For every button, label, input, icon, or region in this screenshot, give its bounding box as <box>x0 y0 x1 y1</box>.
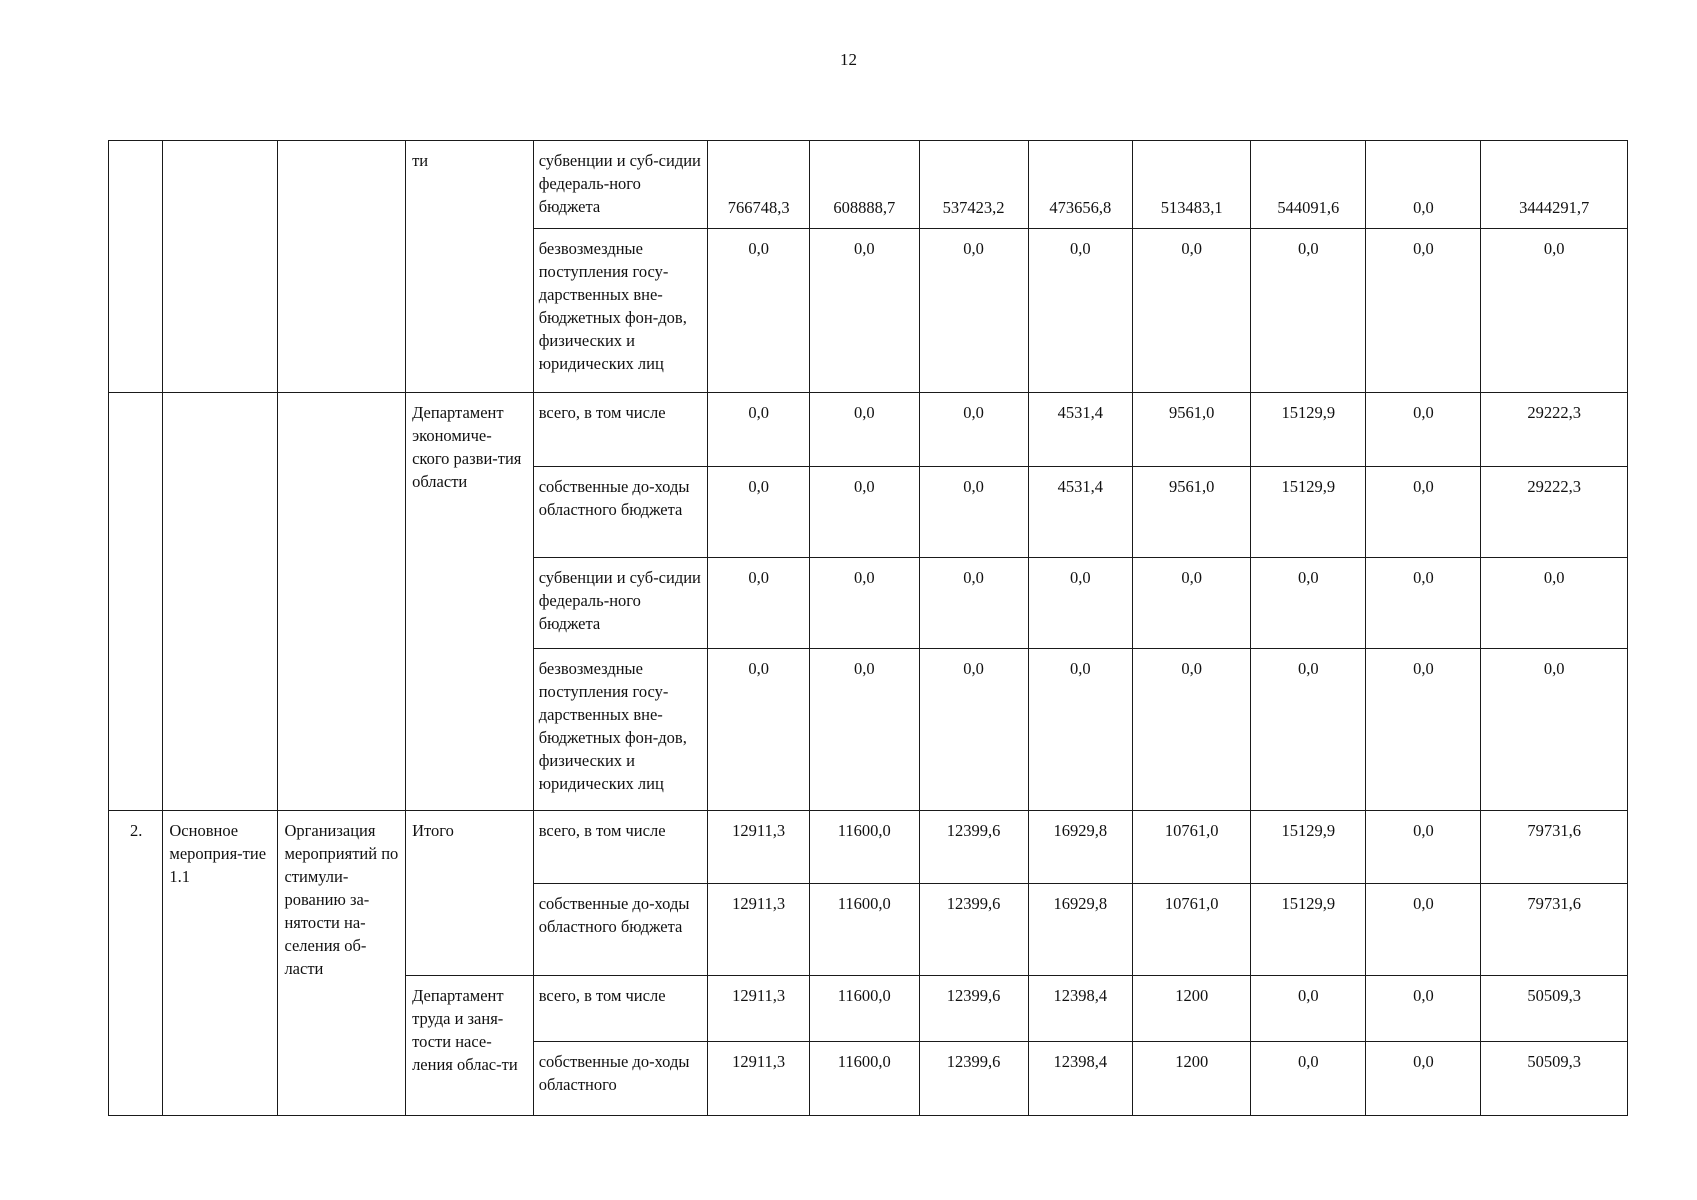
value-cell: 766748,3 <box>708 141 809 229</box>
value-cell: 0,0 <box>1251 976 1366 1042</box>
index-cell <box>109 141 163 393</box>
value-cell: 50509,3 <box>1481 976 1628 1042</box>
measure-cell <box>163 141 278 393</box>
value-cell: 0,0 <box>1366 141 1481 229</box>
value-cell: 0,0 <box>919 558 1028 649</box>
source-cell: субвенции и суб-сидии федераль-ного бюджета <box>533 141 708 229</box>
name-cell <box>278 141 406 393</box>
executor-cell: ти <box>406 141 534 393</box>
value-cell: 0,0 <box>708 229 809 393</box>
value-cell: 0,0 <box>1133 558 1251 649</box>
value-cell: 0,0 <box>1366 884 1481 976</box>
value-cell: 0,0 <box>1366 1042 1481 1116</box>
value-cell: 11600,0 <box>809 811 919 884</box>
value-cell: 4531,4 <box>1028 467 1133 558</box>
value-cell: 11600,0 <box>809 1042 919 1116</box>
value-cell: 0,0 <box>809 229 919 393</box>
value-cell: 0,0 <box>1028 649 1133 811</box>
table-row <box>109 141 1628 229</box>
value-cell: 1200 <box>1133 1042 1251 1116</box>
value-cell: 3444291,7 <box>1481 141 1628 229</box>
value-cell: 0,0 <box>1366 976 1481 1042</box>
value-cell: 12399,6 <box>919 1042 1028 1116</box>
index-cell <box>109 393 163 811</box>
value-cell: 4531,4 <box>1028 393 1133 467</box>
value-cell: 12911,3 <box>708 976 809 1042</box>
value-cell: 473656,8 <box>1028 141 1133 229</box>
value-cell: 608888,7 <box>809 141 919 229</box>
value-cell: 50509,3 <box>1481 1042 1628 1116</box>
value-cell: 0,0 <box>1366 229 1481 393</box>
value-cell: 12398,4 <box>1028 976 1133 1042</box>
page-number: 12 <box>840 50 857 69</box>
value-cell: 0,0 <box>1366 649 1481 811</box>
value-cell: 0,0 <box>1481 649 1628 811</box>
value-cell: 0,0 <box>1251 1042 1366 1116</box>
source-cell: всего, в том числе <box>533 976 708 1042</box>
value-cell: 0,0 <box>809 393 919 467</box>
value-cell: 15129,9 <box>1251 393 1366 467</box>
measure-cell <box>163 393 278 811</box>
value-cell: 0,0 <box>919 229 1028 393</box>
value-cell: 0,0 <box>1251 229 1366 393</box>
value-cell: 0,0 <box>1481 229 1628 393</box>
value-cell: 0,0 <box>919 649 1028 811</box>
source-cell: собственные до-ходы областного бюджета <box>533 884 708 976</box>
table-row <box>109 811 1628 884</box>
value-cell: 79731,6 <box>1481 884 1628 976</box>
value-cell: 15129,9 <box>1251 467 1366 558</box>
value-cell: 0,0 <box>1366 811 1481 884</box>
value-cell: 12399,6 <box>919 884 1028 976</box>
value-cell: 0,0 <box>1028 558 1133 649</box>
value-cell: 0,0 <box>1366 393 1481 467</box>
executor-cell: Департамент экономиче-ского разви-тия области <box>406 393 534 811</box>
source-cell: всего, в том числе <box>533 811 708 884</box>
value-cell: 0,0 <box>708 558 809 649</box>
executor-cell: Итого <box>406 811 534 976</box>
value-cell: 0,0 <box>708 393 809 467</box>
value-cell: 0,0 <box>708 649 809 811</box>
value-cell: 10761,0 <box>1133 884 1251 976</box>
value-cell: 79731,6 <box>1481 811 1628 884</box>
value-cell: 12911,3 <box>708 884 809 976</box>
table-row <box>109 393 1628 467</box>
value-cell: 0,0 <box>809 649 919 811</box>
value-cell: 544091,6 <box>1251 141 1366 229</box>
source-cell: собственные до-ходы областного бюджета <box>533 467 708 558</box>
value-cell: 9561,0 <box>1133 467 1251 558</box>
source-cell: безвозмездные поступления госу-дарственных вне-бюджетных фон-дов, физических и юридических лиц <box>533 229 708 393</box>
value-cell: 15129,9 <box>1251 811 1366 884</box>
value-cell: 29222,3 <box>1481 467 1628 558</box>
value-cell: 12911,3 <box>708 811 809 884</box>
value-cell: 12399,6 <box>919 811 1028 884</box>
value-cell: 12399,6 <box>919 976 1028 1042</box>
executor-cell: Департамент труда и заня-тости насе-ления облас-ти <box>406 976 534 1116</box>
source-cell: безвозмездные поступления госу-дарственных вне-бюджетных фон-дов, физических и юридических лиц <box>533 649 708 811</box>
value-cell: 0,0 <box>809 467 919 558</box>
source-cell: собственные до-ходы областного <box>533 1042 708 1116</box>
measure-cell: Основное мероприя-тие 1.1 <box>163 811 278 1116</box>
value-cell: 0,0 <box>1251 649 1366 811</box>
value-cell: 9561,0 <box>1133 393 1251 467</box>
value-cell: 513483,1 <box>1133 141 1251 229</box>
value-cell: 16929,8 <box>1028 884 1133 976</box>
source-cell: субвенции и суб-сидии федераль-ного бюджета <box>533 558 708 649</box>
value-cell: 0,0 <box>919 393 1028 467</box>
value-cell: 12398,4 <box>1028 1042 1133 1116</box>
value-cell: 11600,0 <box>809 976 919 1042</box>
value-cell: 0,0 <box>1481 558 1628 649</box>
index-cell: 2. <box>109 811 163 1116</box>
value-cell: 0,0 <box>919 467 1028 558</box>
value-cell: 10761,0 <box>1133 811 1251 884</box>
value-cell: 0,0 <box>1366 467 1481 558</box>
value-cell: 12911,3 <box>708 1042 809 1116</box>
value-cell: 0,0 <box>1251 558 1366 649</box>
value-cell: 0,0 <box>1366 558 1481 649</box>
value-cell: 0,0 <box>1028 229 1133 393</box>
value-cell: 0,0 <box>1133 229 1251 393</box>
value-cell: 1200 <box>1133 976 1251 1042</box>
value-cell: 537423,2 <box>919 141 1028 229</box>
value-cell: 15129,9 <box>1251 884 1366 976</box>
name-cell <box>278 393 406 811</box>
value-cell: 11600,0 <box>809 884 919 976</box>
value-cell: 16929,8 <box>1028 811 1133 884</box>
value-cell: 0,0 <box>809 558 919 649</box>
value-cell: 0,0 <box>1133 649 1251 811</box>
value-cell: 29222,3 <box>1481 393 1628 467</box>
budget-table <box>108 140 1628 1116</box>
value-cell: 0,0 <box>708 467 809 558</box>
name-cell: Организация мероприятий по стимули-рованию за-нятости на-селения об-ласти <box>278 811 406 1116</box>
source-cell: всего, в том числе <box>533 393 708 467</box>
